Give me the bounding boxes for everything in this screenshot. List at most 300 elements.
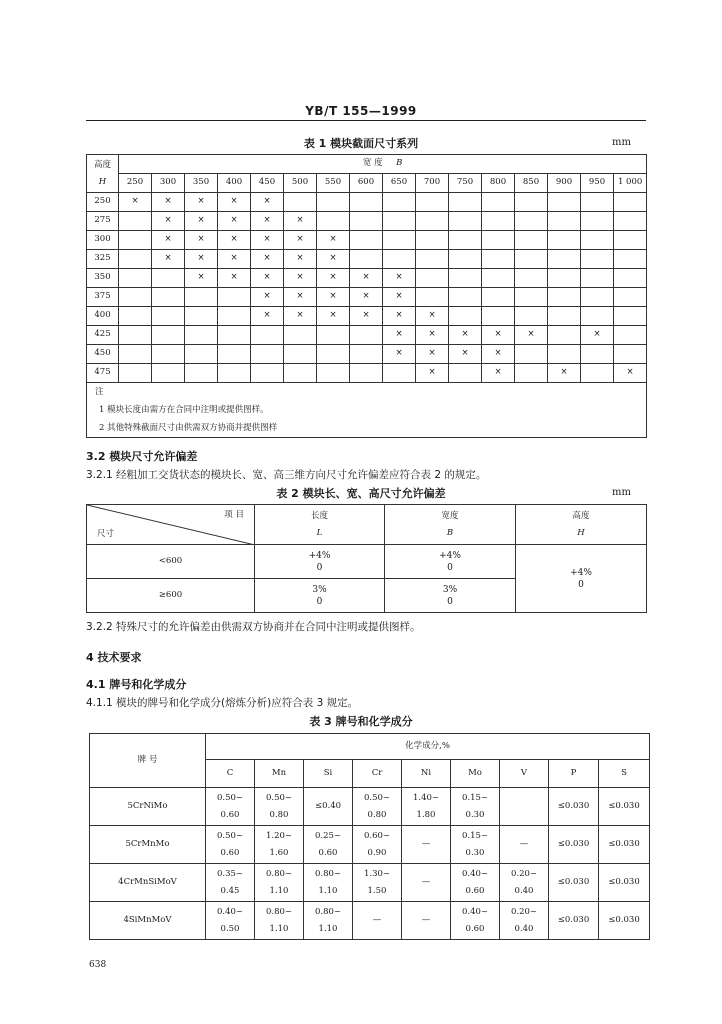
width-header-13: 900 — [548, 174, 581, 193]
composition-value: 0.15~ — [461, 830, 489, 841]
composition-value: 0.80 — [269, 809, 289, 820]
col-group-symbol: B — [396, 158, 403, 169]
composition-value: ≤0.030 — [608, 839, 640, 849]
empty-cell — [548, 307, 581, 326]
empty-cell — [614, 288, 647, 307]
composition-value: ≤0.030 — [557, 915, 590, 925]
table2-size-ge600: ≥600 — [87, 579, 255, 613]
table1-notes — [87, 383, 647, 438]
table3-grade-header: 牌 号 — [90, 734, 206, 788]
table2-tolerances — [86, 504, 647, 613]
empty-cell — [614, 193, 647, 212]
empty-cell — [614, 269, 647, 288]
corner-top-label: 项 目 — [224, 510, 244, 520]
composition-cell — [206, 788, 255, 826]
empty-cell — [581, 193, 614, 212]
empty-cell — [350, 364, 383, 383]
empty-cell — [119, 345, 152, 364]
composition-cell — [304, 864, 353, 902]
size-available-mark: × — [185, 269, 218, 288]
composition-cell — [549, 788, 599, 826]
empty-cell — [350, 193, 383, 212]
composition-value: 0.80~ — [265, 906, 293, 917]
composition-value: 1.50 — [367, 885, 387, 896]
composition-value: 0.45 — [220, 885, 240, 896]
table1-row — [87, 250, 647, 269]
composition-cell — [549, 864, 599, 902]
composition-value: 1.10 — [318, 923, 338, 934]
composition-cell — [304, 788, 353, 826]
empty-cell — [614, 326, 647, 345]
table1-unit: mm — [612, 137, 631, 148]
composition-cell — [549, 826, 599, 864]
size-available-mark: × — [251, 212, 284, 231]
width-header-12: 850 — [515, 174, 548, 193]
composition-cell — [353, 864, 402, 902]
size-available-mark: × — [482, 326, 515, 345]
empty-cell — [152, 307, 185, 326]
height-cell: 350 — [87, 269, 119, 288]
composition-value: 1.40~ — [412, 792, 440, 803]
tol-bottom: 0 — [447, 562, 453, 573]
table3-row — [90, 788, 650, 826]
composition-cell — [402, 788, 451, 826]
composition-value: 1.60 — [269, 847, 289, 858]
size-available-mark: × — [251, 231, 284, 250]
empty-cell — [251, 364, 284, 383]
composition-cell — [500, 788, 549, 826]
size-available-mark: × — [350, 269, 383, 288]
note-item: 2 其他特殊截面尺寸由供需双方协商并提供图样 — [99, 423, 278, 433]
empty-cell — [383, 250, 416, 269]
empty-cell — [350, 345, 383, 364]
empty-cell — [185, 307, 218, 326]
composition-cell — [206, 826, 255, 864]
empty-cell — [218, 345, 251, 364]
size-available-mark: × — [416, 307, 449, 326]
empty-cell — [251, 345, 284, 364]
empty-cell — [284, 345, 317, 364]
size-available-mark: × — [449, 345, 482, 364]
empty-cell — [152, 345, 185, 364]
col-length-label: 长度 — [310, 510, 328, 521]
size-available-mark: × — [218, 212, 251, 231]
empty-cell — [185, 288, 218, 307]
table2-h-all — [516, 545, 647, 613]
empty-cell — [449, 288, 482, 307]
size-available-mark: × — [218, 269, 251, 288]
composition-value: 0.60 — [318, 847, 338, 858]
element-header-ni: Ni — [402, 760, 451, 788]
element-header-v: V — [500, 760, 549, 788]
composition-value: 0.20~ — [510, 868, 538, 879]
empty-cell — [482, 288, 515, 307]
height-cell: 375 — [87, 288, 119, 307]
element-header-p: P — [549, 760, 599, 788]
empty-cell — [317, 326, 350, 345]
notes-title: 注 — [95, 387, 104, 397]
height-cell: 300 — [87, 231, 119, 250]
tol-top: +4% — [439, 550, 461, 561]
width-header-8: 650 — [383, 174, 416, 193]
table2-corner-cell — [87, 505, 255, 545]
table2-caption: 表 2 模块长、宽、高尺寸允许偏差 — [276, 487, 446, 500]
composition-cell — [402, 902, 451, 940]
size-available-mark: × — [317, 250, 350, 269]
composition-value: 0.60 — [220, 847, 240, 858]
composition-value: ≤0.030 — [557, 801, 590, 811]
size-available-mark: × — [284, 212, 317, 231]
empty-cell — [515, 250, 548, 269]
empty-cell — [515, 212, 548, 231]
size-available-mark: × — [482, 345, 515, 364]
empty-cell — [581, 269, 614, 288]
table2-l-ge600 — [255, 579, 385, 613]
width-header-11: 800 — [482, 174, 515, 193]
table3-chemical-composition — [89, 733, 650, 940]
table1-row — [87, 326, 647, 345]
size-available-mark: × — [482, 364, 515, 383]
col-height-symbol: H — [577, 527, 585, 538]
width-header-5: 500 — [284, 174, 317, 193]
composition-value: ≤0.030 — [557, 877, 590, 887]
composition-cell — [255, 864, 304, 902]
empty-cell — [284, 364, 317, 383]
empty-cell — [152, 364, 185, 383]
empty-cell — [185, 345, 218, 364]
empty-cell — [482, 269, 515, 288]
empty-cell — [548, 288, 581, 307]
composition-cell — [451, 902, 500, 940]
composition-cell — [500, 864, 549, 902]
size-available-mark: × — [185, 212, 218, 231]
header-rule — [86, 120, 646, 121]
para-4-1-1: 4.1.1 模块的牌号和化学成分(熔炼分析)应符合表 3 规定。 — [86, 697, 359, 709]
standard-code-header: YB/T 155—1999 — [305, 104, 417, 118]
table2-col-length — [255, 505, 385, 545]
empty-cell — [482, 307, 515, 326]
size-available-mark: × — [152, 231, 185, 250]
col-width-symbol: B — [446, 527, 454, 538]
size-available-mark: × — [515, 326, 548, 345]
composition-value: ≤0.030 — [608, 915, 640, 925]
empty-cell — [515, 364, 548, 383]
table3-group-header: 化学成分,% — [206, 734, 650, 760]
composition-value: — — [372, 915, 382, 925]
empty-cell — [581, 364, 614, 383]
table3-row — [90, 864, 650, 902]
size-available-mark: × — [383, 307, 416, 326]
grade-cell: 5CrNiMo — [90, 788, 206, 826]
element-header-si: Si — [304, 760, 353, 788]
width-header-6: 550 — [317, 174, 350, 193]
size-available-mark: × — [251, 288, 284, 307]
composition-cell — [402, 864, 451, 902]
col-height-label: 高度 — [572, 510, 590, 521]
empty-cell — [416, 231, 449, 250]
empty-cell — [383, 364, 416, 383]
composition-value: 0.40~ — [216, 906, 244, 917]
size-available-mark: × — [251, 250, 284, 269]
height-cell: 275 — [87, 212, 119, 231]
empty-cell — [515, 345, 548, 364]
empty-cell — [548, 326, 581, 345]
empty-cell — [152, 269, 185, 288]
size-available-mark: × — [218, 250, 251, 269]
composition-cell — [206, 902, 255, 940]
tol-top: +4% — [308, 550, 331, 561]
width-header-7: 600 — [350, 174, 383, 193]
composition-value: 0.15~ — [461, 792, 489, 803]
empty-cell — [350, 212, 383, 231]
empty-cell — [119, 307, 152, 326]
table2-l-lt600 — [255, 545, 385, 579]
table1-col-group-header — [119, 155, 647, 174]
composition-cell — [255, 788, 304, 826]
tol-bottom: 0 — [578, 579, 584, 590]
composition-value: 0.50~ — [216, 830, 244, 841]
size-available-mark: × — [317, 307, 350, 326]
empty-cell — [185, 326, 218, 345]
empty-cell — [548, 345, 581, 364]
empty-cell — [614, 231, 647, 250]
table1-row — [87, 269, 647, 288]
composition-value: 0.80 — [367, 809, 387, 820]
composition-value: — — [421, 915, 431, 925]
empty-cell — [284, 193, 317, 212]
width-header-15: 1 000 — [614, 174, 647, 193]
height-cell: 475 — [87, 364, 119, 383]
table1-width-row — [87, 174, 647, 193]
composition-cell — [255, 826, 304, 864]
composition-value: 0.40 — [514, 923, 534, 934]
height-cell: 450 — [87, 345, 119, 364]
empty-cell — [614, 307, 647, 326]
size-available-mark: × — [383, 288, 416, 307]
empty-cell — [218, 364, 251, 383]
empty-cell — [614, 250, 647, 269]
table2-size-lt600: <600 — [87, 545, 255, 579]
table1-caption: 表 1 模块截面尺寸系列 — [303, 137, 419, 150]
size-available-mark: × — [548, 364, 581, 383]
width-header-14: 950 — [581, 174, 614, 193]
composition-value: — — [421, 839, 431, 849]
width-header-1: 300 — [152, 174, 185, 193]
element-header-mo: Mo — [451, 760, 500, 788]
width-header-3: 400 — [218, 174, 251, 193]
table1-row — [87, 345, 647, 364]
empty-cell — [515, 269, 548, 288]
element-header-cr: Cr — [353, 760, 402, 788]
para-3-2-2: 3.2.2 特殊尺寸的允许偏差由供需双方协商并在合同中注明或提供图样。 — [86, 621, 421, 633]
size-available-mark: × — [317, 269, 350, 288]
width-header-2: 350 — [185, 174, 218, 193]
section-4-1-heading: 4.1 牌号和化学成分 — [86, 678, 187, 691]
empty-cell — [581, 345, 614, 364]
empty-cell — [350, 231, 383, 250]
composition-value: ≤0.030 — [608, 877, 640, 887]
table2-unit: mm — [612, 487, 631, 498]
empty-cell — [119, 269, 152, 288]
composition-cell — [451, 826, 500, 864]
width-header-9: 700 — [416, 174, 449, 193]
empty-cell — [416, 288, 449, 307]
composition-value: — — [421, 877, 431, 887]
size-available-mark: × — [350, 288, 383, 307]
size-available-mark: × — [416, 326, 449, 345]
col-width-label: 宽度 — [441, 510, 459, 521]
table2-col-height — [516, 505, 647, 545]
composition-value: 0.80~ — [314, 868, 342, 879]
width-header-4: 450 — [251, 174, 284, 193]
composition-value: 0.30 — [465, 847, 485, 858]
empty-cell — [581, 231, 614, 250]
table1-row — [87, 212, 647, 231]
empty-cell — [218, 288, 251, 307]
composition-value: ≤0.030 — [557, 839, 590, 849]
composition-value: 0.80~ — [265, 868, 293, 879]
table1-notes-row — [87, 383, 647, 438]
empty-cell — [416, 193, 449, 212]
size-available-mark: × — [218, 231, 251, 250]
tol-top: 3% — [442, 584, 458, 595]
empty-cell — [548, 193, 581, 212]
width-header-0: 250 — [119, 174, 152, 193]
composition-value: 0.60~ — [363, 830, 391, 841]
size-available-mark: × — [185, 193, 218, 212]
size-available-mark: × — [284, 288, 317, 307]
tol-top: 3% — [312, 584, 327, 595]
composition-value: 0.50~ — [265, 792, 293, 803]
composition-value: 0.35~ — [216, 868, 244, 879]
empty-cell — [482, 212, 515, 231]
size-available-mark: × — [383, 269, 416, 288]
empty-cell — [449, 212, 482, 231]
empty-cell — [416, 212, 449, 231]
empty-cell — [119, 288, 152, 307]
empty-cell — [482, 250, 515, 269]
size-available-mark: × — [317, 288, 350, 307]
size-available-mark: × — [251, 269, 284, 288]
empty-cell — [317, 364, 350, 383]
composition-value: 0.50 — [220, 923, 240, 934]
composition-cell — [500, 826, 549, 864]
empty-cell — [218, 307, 251, 326]
empty-cell — [317, 212, 350, 231]
size-available-mark: × — [251, 193, 284, 212]
composition-cell — [451, 864, 500, 902]
composition-cell — [599, 864, 650, 902]
empty-cell — [152, 326, 185, 345]
tol-top: +4% — [570, 567, 592, 578]
size-available-mark: × — [317, 231, 350, 250]
empty-cell — [548, 231, 581, 250]
empty-cell — [251, 326, 284, 345]
empty-cell — [581, 307, 614, 326]
corner-bottom-label: 尺寸 — [97, 528, 115, 539]
table1-row — [87, 364, 647, 383]
table2-b-lt600 — [385, 545, 516, 579]
composition-value: 1.10 — [318, 885, 338, 896]
table1-row — [87, 193, 647, 212]
composition-value: 0.40 — [514, 885, 534, 896]
table3-row — [90, 902, 650, 940]
composition-value: 1.20~ — [265, 830, 293, 841]
table3-row — [90, 826, 650, 864]
size-available-mark: × — [284, 250, 317, 269]
empty-cell — [119, 326, 152, 345]
size-available-mark: × — [416, 364, 449, 383]
empty-cell — [515, 307, 548, 326]
height-cell: 325 — [87, 250, 119, 269]
empty-cell — [383, 193, 416, 212]
empty-cell — [119, 212, 152, 231]
size-available-mark: × — [251, 307, 284, 326]
note-item: 1 模块长度由需方在合同中注明或提供图样。 — [99, 405, 269, 415]
empty-cell — [581, 288, 614, 307]
table1-row-header — [87, 155, 119, 193]
empty-cell — [482, 231, 515, 250]
element-header-c: C — [206, 760, 255, 788]
empty-cell — [152, 288, 185, 307]
composition-cell — [451, 788, 500, 826]
row-header-symbol: H — [98, 176, 107, 187]
empty-cell — [449, 269, 482, 288]
table1-row — [87, 288, 647, 307]
size-available-mark: × — [152, 212, 185, 231]
composition-cell — [353, 826, 402, 864]
page-number: 638 — [89, 960, 107, 970]
empty-cell — [581, 212, 614, 231]
grade-cell: 4CrMnSiMoV — [90, 864, 206, 902]
composition-value: — — [519, 839, 529, 849]
size-available-mark: × — [152, 250, 185, 269]
row-header-label: 高度 — [93, 159, 111, 170]
para-3-2-1: 3.2.1 经粗加工交货状态的模块长、宽、高三维方向尺寸允许偏差应符合表 2 的规定。 — [86, 469, 487, 481]
composition-cell — [304, 902, 353, 940]
size-available-mark: × — [350, 307, 383, 326]
empty-cell — [449, 250, 482, 269]
height-cell: 250 — [87, 193, 119, 212]
composition-cell — [599, 902, 650, 940]
section-4-heading: 4 技术要求 — [86, 651, 142, 664]
size-available-mark: × — [284, 231, 317, 250]
empty-cell — [317, 345, 350, 364]
composition-value: 0.40~ — [461, 906, 489, 917]
section-3-2-heading: 3.2 模块尺寸允许偏差 — [86, 450, 198, 463]
size-available-mark: × — [218, 193, 251, 212]
empty-cell — [185, 364, 218, 383]
tol-bottom: 0 — [316, 562, 323, 573]
composition-cell — [599, 826, 650, 864]
empty-cell — [416, 250, 449, 269]
empty-cell — [317, 193, 350, 212]
empty-cell — [449, 307, 482, 326]
size-available-mark: × — [284, 269, 317, 288]
table1-row — [87, 231, 647, 250]
empty-cell — [218, 326, 251, 345]
tol-bottom: 0 — [447, 596, 453, 607]
empty-cell — [350, 250, 383, 269]
empty-cell — [449, 364, 482, 383]
size-available-mark: × — [284, 307, 317, 326]
col-group-label: 宽 度 — [362, 158, 383, 169]
height-cell: 400 — [87, 307, 119, 326]
size-available-mark: × — [614, 364, 647, 383]
empty-cell — [548, 250, 581, 269]
composition-value: 0.60 — [465, 885, 485, 896]
composition-value: 0.25~ — [314, 830, 342, 841]
